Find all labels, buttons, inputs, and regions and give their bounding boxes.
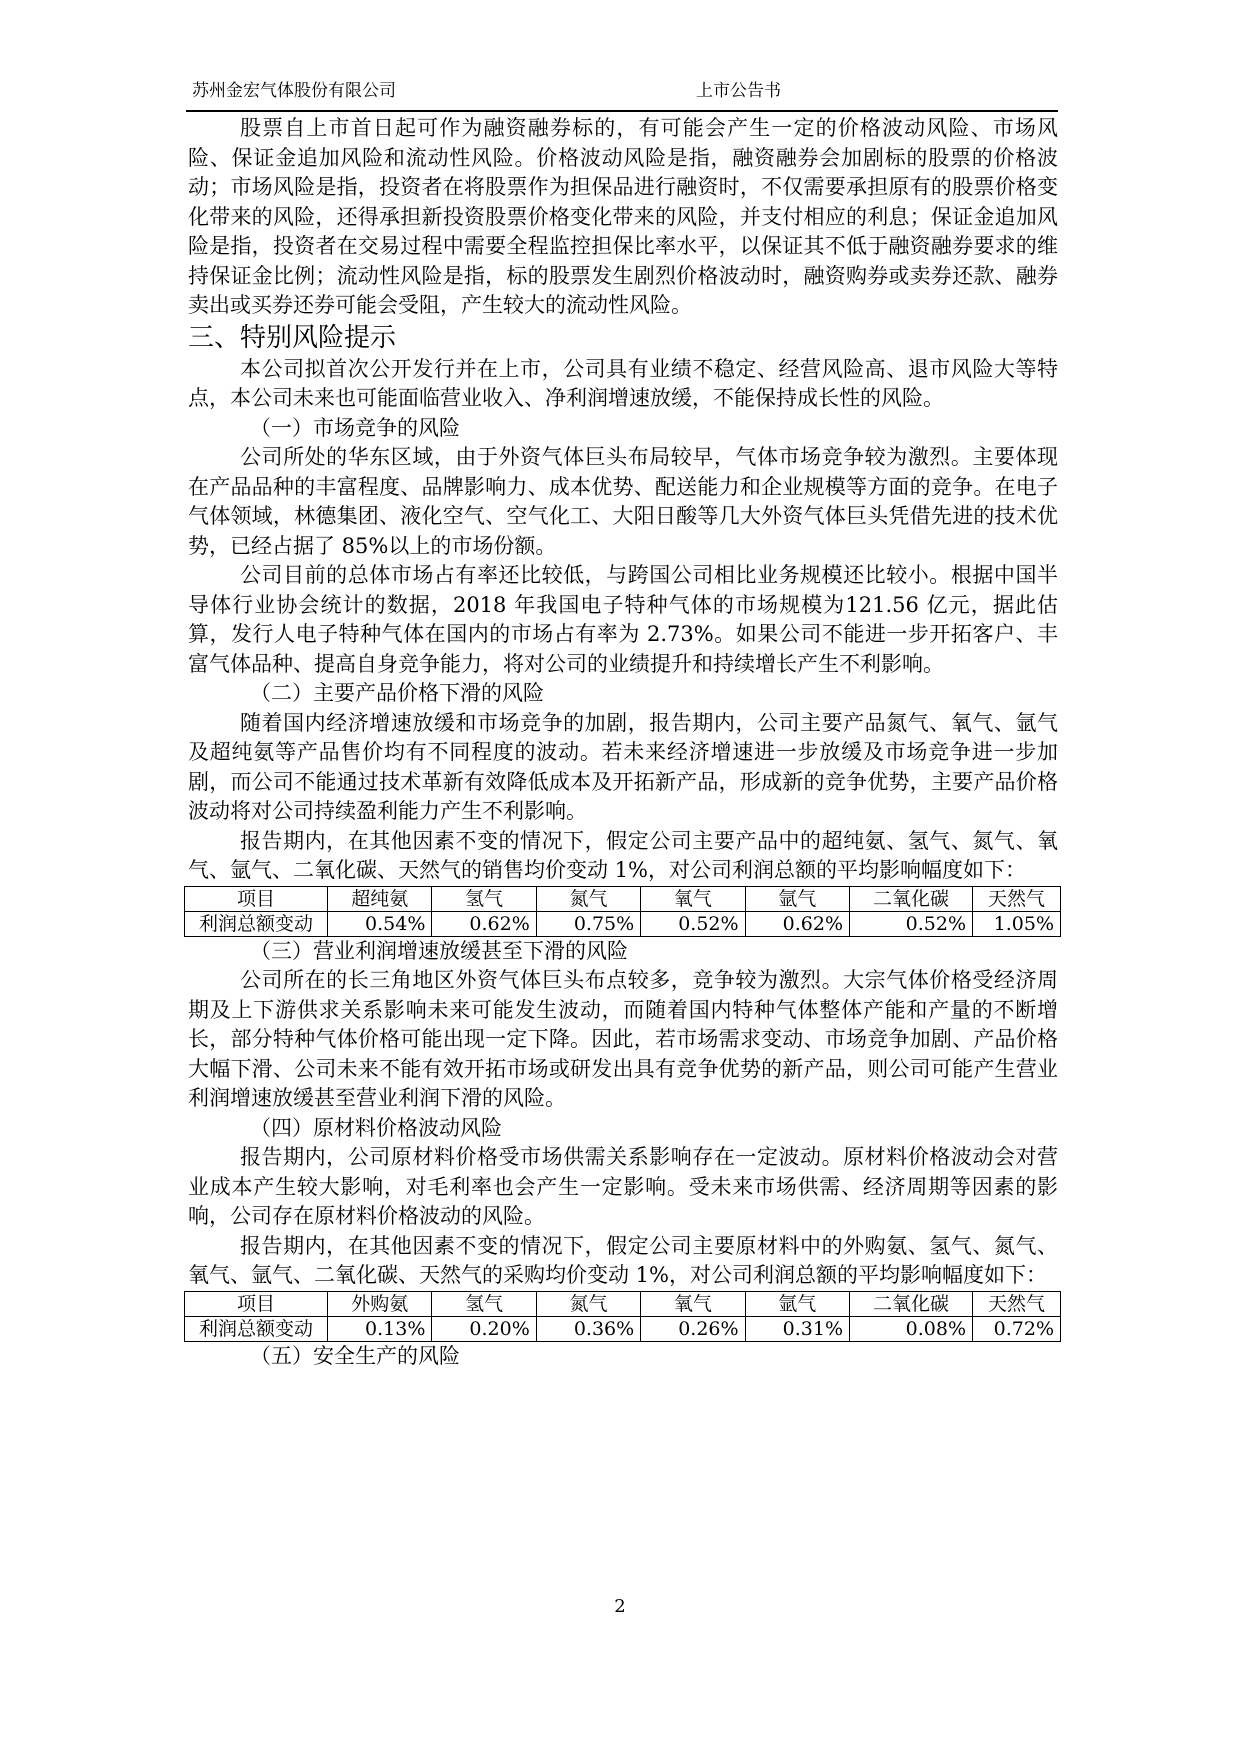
document-body — [188, 114, 1058, 1371]
paragraph-margin-risk: 股票自上市首日起可作为融资融券标的，有可能会产生一定的价格波动风险、市场风险、保证金追加风险和流动性风险。价格波动风险是指，融资融券会加剧标的股票的价格波动；市场风险是指，投资者在将股票作为担保品进行融资时，不仅需要承担原有的股票价格变化带来的风险，还得承担新投资股票价格变化带来的风险，并支付相应的利息；保证金追加风险是指，投资者在交易过程中需要全程监控担保比率水平，以保证其不低于融资融券要求的维持保证金比例；流动性风险是指，标的股票发生剧烈价格波动时，融资购券或卖券还款、融券卖出或买券还券可能会受阻，产生较大的流动性风险。 — [188, 116, 1058, 317]
header-divider — [186, 110, 1058, 112]
subheading-market-competition: （一）市场竞争的风险 — [250, 415, 460, 440]
table-header-cell: 天然气 — [973, 886, 1061, 911]
table-cell: 0.13% — [328, 1316, 432, 1341]
table-cell: 1.05% — [973, 911, 1061, 936]
table-header-cell: 氩气 — [745, 1291, 849, 1316]
page-number: 2 — [614, 1596, 626, 1617]
paragraph-raw-material-a: 报告期内，公司原材料价格受市场供需关系影响存在一定波动。原材料价格波动会对营业成本产生较大影响，对毛利率也会产生一定影响。受未来市场供需、经济周期等因素的影响，公司存在原材料价格波动的风险。 — [188, 1145, 1058, 1228]
paragraph-price-decline-a: 随着国内经济增速放缓和市场竞争的加剧，报告期内，公司主要产品氮气、氧气、氩气及超纯氨等产品售价均有不同程度的波动。若未来经济增速进一步放缓及市场竞争进一步加剧，而公司不能通过技术革新有效降低成本及开拓新产品，形成新的竞争优势，主要产品价格波动将对公司持续盈利能力产生不利影响。 — [188, 710, 1058, 823]
table-cell: 0.62% — [432, 911, 536, 936]
document-title: 上市公告书 — [696, 81, 781, 101]
table-header-cell: 项目 — [185, 886, 328, 911]
table-header-cell: 项目 — [185, 1291, 328, 1316]
table-cell: 0.36% — [536, 1316, 640, 1341]
table-cell: 0.54% — [328, 911, 432, 936]
paragraph-market-competition-a: 公司所处的华东区域，由于外资气体巨头布局较早，气体市场竞争较为激烈。主要体现在产品品种的丰富程度、品牌影响力、成本优势、配送能力和企业规模等方面的竞争。在电子气体领域，林德集团、液化空气、空气化工、大阳日酸等几大外资气体巨头凭借先进的技术优势，已经占据了 85%以上的市场份额。 — [188, 445, 1058, 558]
subheading-safety: （五）安全生产的风险 — [250, 1343, 460, 1368]
company-name: 苏州金宏气体股份有限公司 — [192, 81, 396, 101]
table-cell: 0.75% — [536, 911, 640, 936]
table-header-cell: 外购氨 — [328, 1291, 432, 1316]
table-cell: 利润总额变动 — [185, 1316, 328, 1341]
section-heading-3: 三、特别风险提示 — [188, 322, 397, 353]
table-cell: 0.20% — [432, 1316, 536, 1341]
paragraph-section3-intro: 本公司拟首次公开发行并在上市，公司具有业绩不稳定、经营风险高、退市风险大等特点，本公司未来也可能面临营业收入、净利润增速放缓，不能保持成长性的风险。 — [188, 356, 1058, 410]
paragraph-raw-material-b: 报告期内，在其他因素不变的情况下，假定公司主要原材料中的外购氨、氢气、氮气、氧气、氩气、二氧化碳、天然气的采购均价变动 1%，对公司利润总额的平均影响幅度如下： — [188, 1233, 1058, 1287]
table-row — [185, 1316, 1061, 1341]
table-header-row — [185, 1291, 1061, 1316]
page-header — [186, 76, 1056, 106]
paragraph-operating-profit: 公司所在的长三角地区外资气体巨头布点较多，竞争较为激烈。大宗气体价格受经济周期及上下游供求关系影响未来可能发生波动，而随着国内特种气体整体产能和产量的不断增长，部分特种气体价格可能出现一定下降。因此，若市场需求变动、市场竞争加剧、产品价格大幅下滑、公司未来不能有效开拓市场或研发出具有竞争优势的新产品，则公司可能产生营业利润增速放缓甚至营业利润下滑的风险。 — [188, 968, 1058, 1110]
subheading-price-decline: （二）主要产品价格下滑的风险 — [250, 681, 544, 705]
table-cell: 0.52% — [850, 911, 973, 936]
table-cell: 0.52% — [641, 911, 745, 936]
subheading-operating-profit: （三）营业利润增速放缓甚至下滑的风险 — [250, 938, 628, 963]
subheading-raw-material: （四）原材料价格波动风险 — [250, 1115, 502, 1140]
table-cell: 0.08% — [850, 1316, 973, 1341]
table-cell: 0.31% — [745, 1316, 849, 1341]
paragraph-price-decline-b: 报告期内，在其他因素不变的情况下，假定公司主要产品中的超纯氨、氢气、氮气、氧气、氩气、二氧化碳、天然气的销售均价变动 1%，对公司利润总额的平均影响幅度如下： — [188, 828, 1058, 882]
table-header-row — [185, 886, 1061, 911]
table-header-cell: 氧气 — [641, 1291, 745, 1316]
table-cell: 0.72% — [973, 1316, 1061, 1341]
table-cell: 利润总额变动 — [185, 911, 328, 936]
table-header-cell: 超纯氨 — [328, 886, 432, 911]
profit-impact-table-products — [184, 886, 1061, 937]
profit-impact-table-materials — [184, 1291, 1061, 1342]
table-cell: 0.26% — [641, 1316, 745, 1341]
table-header-cell: 二氧化碳 — [850, 1291, 973, 1316]
table-header-cell: 天然气 — [973, 1291, 1061, 1316]
table-header-cell: 氢气 — [432, 1291, 536, 1316]
table-header-cell: 氢气 — [432, 886, 536, 911]
table-cell: 0.62% — [745, 911, 849, 936]
table-header-cell: 氧气 — [641, 886, 745, 911]
table-row — [185, 911, 1061, 936]
table-header-cell: 二氧化碳 — [850, 886, 973, 911]
table-header-cell: 氮气 — [536, 886, 640, 911]
paragraph-market-competition-b: 公司目前的总体市场占有率还比较低，与跨国公司相比业务规模还比较小。根据中国半导体行业协会统计的数据，2018 年我国电子特种气体的市场规模为121.56 亿元，据此估算，发行人电子特种气体在国内的市场占有率为 2.73%。如果公司不能进一步开拓客户、丰富气体品种、提高自身竞争能力，将对公司的业绩提升和持续增长产生不利影响。 — [188, 563, 1058, 676]
table-header-cell: 氮气 — [536, 1291, 640, 1316]
table-header-cell: 氩气 — [745, 886, 849, 911]
